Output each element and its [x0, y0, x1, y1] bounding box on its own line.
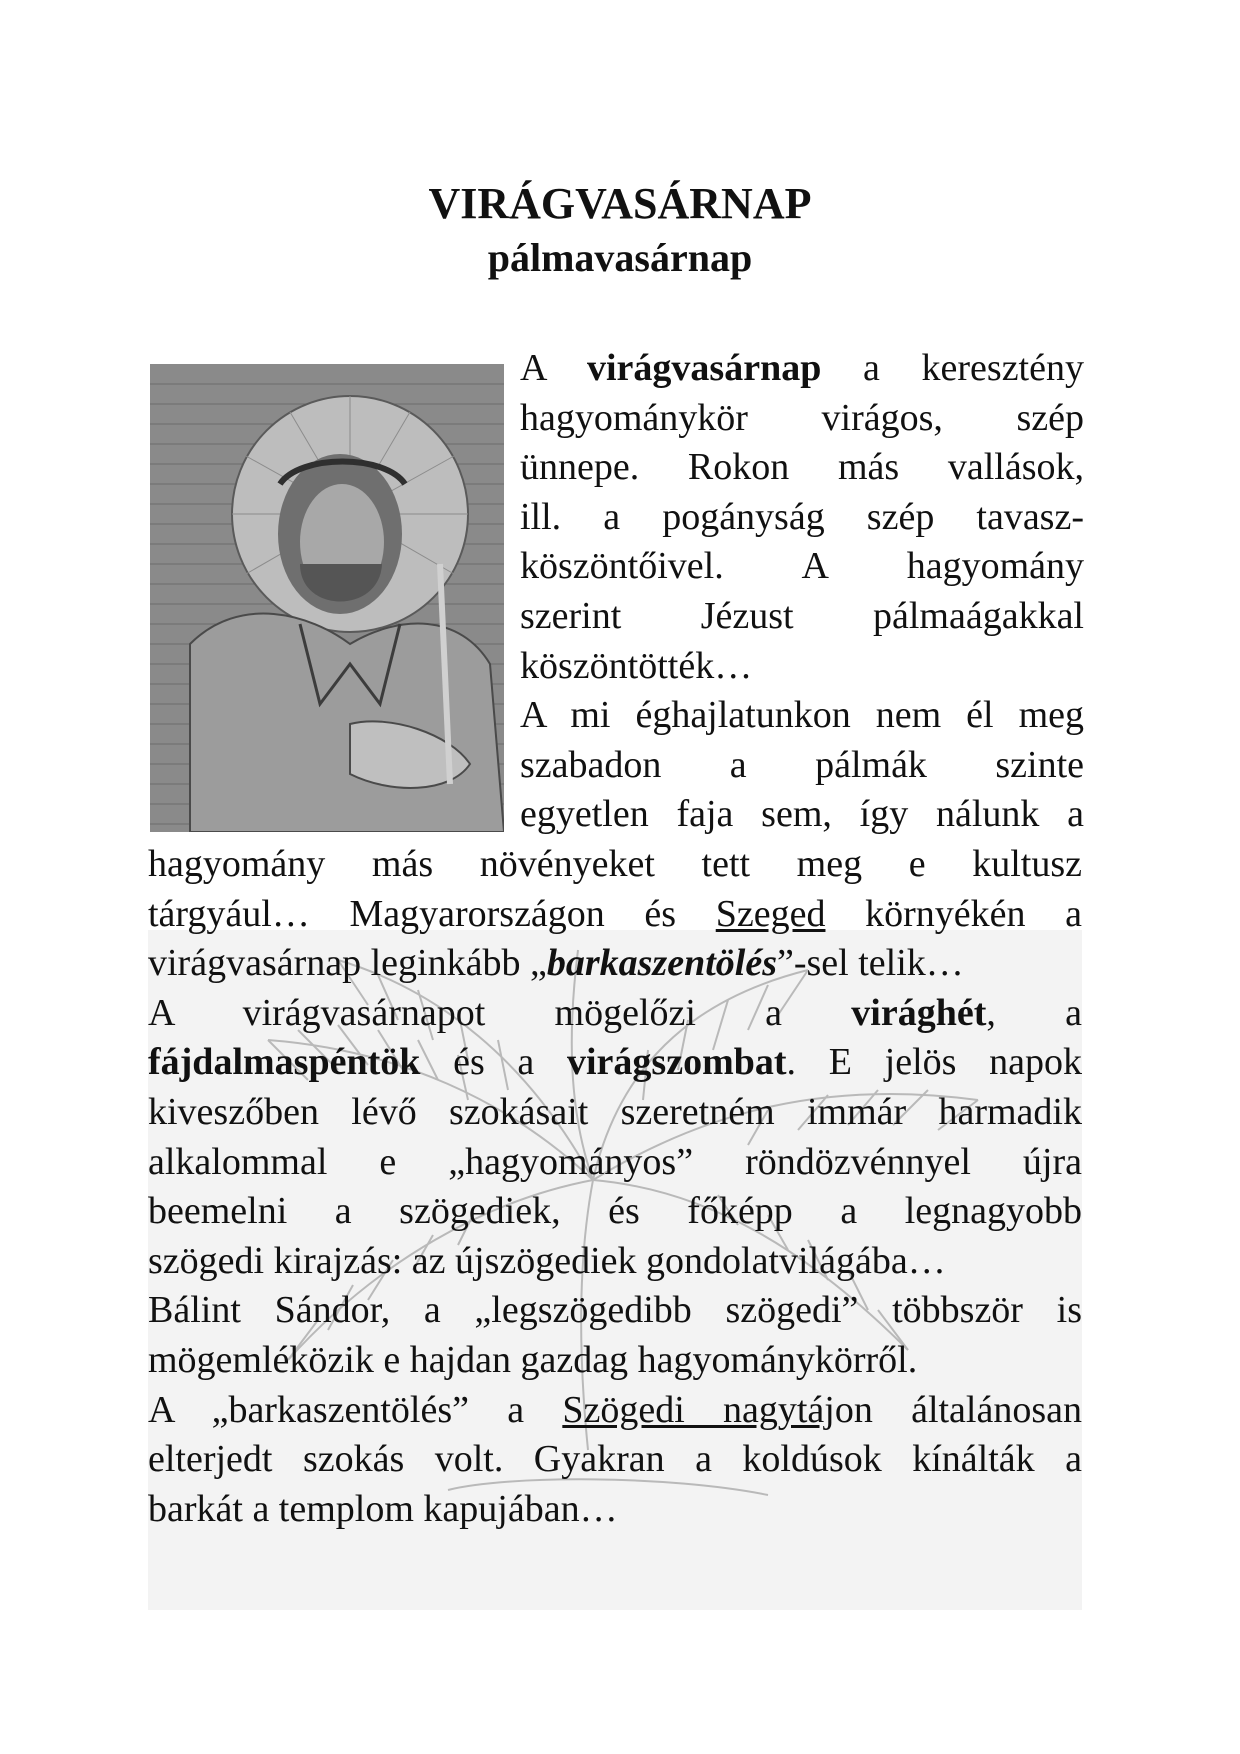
text-line: mögemléközik e hajdan gazdag hagyománykörről. [148, 1338, 918, 1381]
text-line: ünnepe. Rokon más vallások, [520, 446, 1084, 489]
text-span: . E jelös napok [786, 1041, 1082, 1084]
intro-paragraph [520, 344, 1084, 691]
text-span: ”-sel telik… [776, 942, 964, 985]
text-line [148, 1386, 1082, 1436]
text-span: on általánosan [834, 1388, 1083, 1431]
bold-term: virágszombat [567, 1041, 787, 1084]
text-line: A mi éghajlatunkon nem él meg [520, 694, 1084, 736]
text-span: a keresztény [821, 347, 1084, 389]
text-line: beemelni a szögediek, és főképp a legnagyobb [148, 1190, 1082, 1233]
text-span: A „barkaszentölés” a [148, 1388, 563, 1431]
climate-paragraph-rest [148, 840, 1082, 1534]
text-line [148, 890, 1082, 940]
text-span: és a [420, 1041, 567, 1084]
text-line [148, 939, 1082, 989]
text-span: környékén a [825, 892, 1082, 935]
bold-term: virágvasárnap [587, 347, 822, 389]
bold-term: fájdalmaspéntök [148, 1041, 421, 1084]
page-title: VIRÁGVASÁRNAP [428, 179, 812, 228]
text-span: A [520, 347, 587, 389]
portrait-engraving-svg [150, 364, 504, 832]
christ-crown-of-thorns-engraving-icon [150, 364, 504, 832]
text-line [148, 1038, 1082, 1088]
text-line: kiveszőben lévő szokásait szeretném immár harmadik [148, 1090, 1082, 1133]
szeged-link[interactable]: Szeged [715, 892, 826, 935]
text-line: egyetlen faja sem, így nálunk a [520, 793, 1084, 836]
text-line [148, 989, 1082, 1039]
text-line: köszöntötték… [520, 644, 753, 687]
climate-paragraph-start [520, 691, 1084, 840]
text-line: barkát a templom kapujában… [148, 1487, 618, 1530]
text-line: hagyomány más növényeket tett meg e kultusz [148, 843, 1082, 885]
bold-term: virághét [851, 991, 987, 1034]
text-line: szabadon a pálmák szinte [520, 743, 1084, 786]
text-line: hagyománykör virágos, szép [520, 396, 1084, 439]
text-line: szerint Jézust pálmaágakkal [520, 594, 1084, 637]
text-span: A virágvasárnapot mögelőzi a [148, 991, 852, 1034]
text-line: köszöntőivel. A hagyomány [520, 545, 1084, 588]
text-span: tárgyául… Magyarországon és [148, 892, 716, 935]
text-line: Bálint Sándor, a „legszögedibb szögedi” többször is [148, 1289, 1082, 1332]
text-line [520, 344, 1084, 394]
text-span: virágvasárnap leginkább „ [148, 942, 547, 985]
text-line: szögedi kirajzás: az újszögediek gondolatvilágába… [148, 1239, 946, 1282]
bold-italic-term: barkaszentölés [546, 942, 777, 985]
text-span: , a [986, 991, 1082, 1034]
text-line: elterjedt szokás volt. Gyakran a koldúsok kínálták a [148, 1438, 1082, 1481]
page-subtitle: pálmavasárnap [487, 235, 753, 280]
text-line: alkalommal e „hagyományos” röndözvénnyel újra [148, 1140, 1082, 1183]
text-line: ill. a pogányság szép tavasz- [520, 495, 1084, 538]
szogedi-nagytaj-link[interactable]: Szögedi nagytáj [562, 1388, 835, 1431]
